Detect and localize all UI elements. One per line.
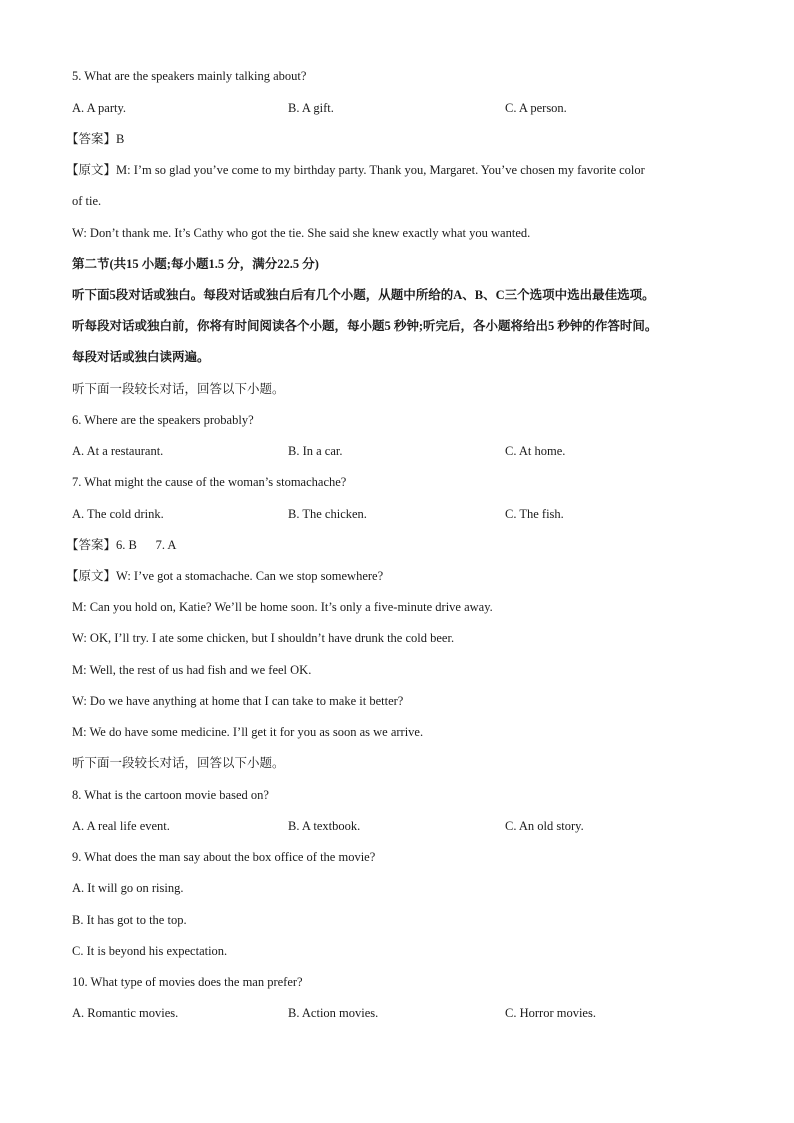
dialog-transcript-line: W: OK, I’ll try. I ate some chicken, but I shouldn’t have drunk the cold beer. [72,631,455,645]
question-5: 5. What are the speakers mainly talking about? [72,69,307,83]
q7-option-a: A. The cold drink. [72,507,164,521]
q10-option-a: A. Romantic movies. [72,1006,179,1020]
q5-answer: 【答案】B [66,132,125,146]
question-8: 8. What is the cartoon movie based on? [72,788,269,802]
q9-option-b: B. It has got to the top. [72,913,187,927]
q8-option-a: A. A real life event. [72,819,170,833]
q6-7-answer: 【答案】6. B 7. A [66,538,177,552]
q10-option-c: C. Horror movies. [505,1006,596,1020]
section-heading: 第二节(共15 小题;每小题1.5 分，满分22.5 分) [72,257,319,271]
q9-option-c: C. It is beyond his expectation. [72,944,228,958]
q5-transcript-line: of tie. [72,194,102,208]
dialog-intro: 听下面一段较长对话，回答以下小题。 [72,756,285,770]
question-7: 7. What might the cause of the woman’s stomachache? [72,475,347,489]
question-10: 10. What type of movies does the man prefer? [72,975,303,989]
dialog-transcript-line: M: Can you hold on, Katie? We’ll be home soon. It’s only a five-minute drive away. [72,600,493,614]
q6-option-b: B. In a car. [288,444,343,458]
dialog-intro: 听下面一段较长对话，回答以下小题。 [72,382,285,396]
q6-option-a: A. At a restaurant. [72,444,164,458]
section-instruction: 听下面5段对话或独白。每段对话或独白后有几个小题，从题中所给的A、B、C三个选项中选出最佳选项。 [72,288,655,302]
dialog-transcript-line: W: Do we have anything at home that I can take to make it better? [72,694,404,708]
dialog-transcript-line: 【原文】W: I’ve got a stomachache. Can we stop somewhere? [66,569,384,583]
q7-option-b: B. The chicken. [288,507,367,521]
dialog-transcript-line: M: We do have some medicine. I’ll get it for you as soon as we arrive. [72,725,424,739]
section-instruction: 听每段对话或独白前，你将有时间阅读各个小题，每小题5 秒钟;听完后，各小题将给出5 秒钟的作答时间。 [72,319,658,333]
q9-option-a: A. It will go on rising. [72,881,184,895]
dialog-transcript-line: M: Well, the rest of us had fish and we feel OK. [72,663,312,677]
question-9: 9. What does the man say about the box office of the movie? [72,850,376,864]
question-6: 6. Where are the speakers probably? [72,413,254,427]
q5-transcript-line: 【原文】M: I’m so glad you’ve come to my birthday party. Thank you, Margaret. You’ve chosen my favorite color [66,163,645,177]
section-instruction: 每段对话或独白读两遍。 [72,350,210,364]
q5-transcript-line: W: Don’t thank me. It’s Cathy who got the tie. She said she knew exactly what you wanted. [72,226,531,240]
q8-option-b: B. A textbook. [288,819,361,833]
q6-option-c: C. At home. [505,444,566,458]
q5-option-c: C. A person. [505,101,567,115]
q8-option-c: C. An old story. [505,819,584,833]
q7-option-c: C. The fish. [505,507,564,521]
q5-option-b: B. A gift. [288,101,334,115]
q10-option-b: B. Action movies. [288,1006,379,1020]
q5-option-a: A. A party. [72,101,127,115]
